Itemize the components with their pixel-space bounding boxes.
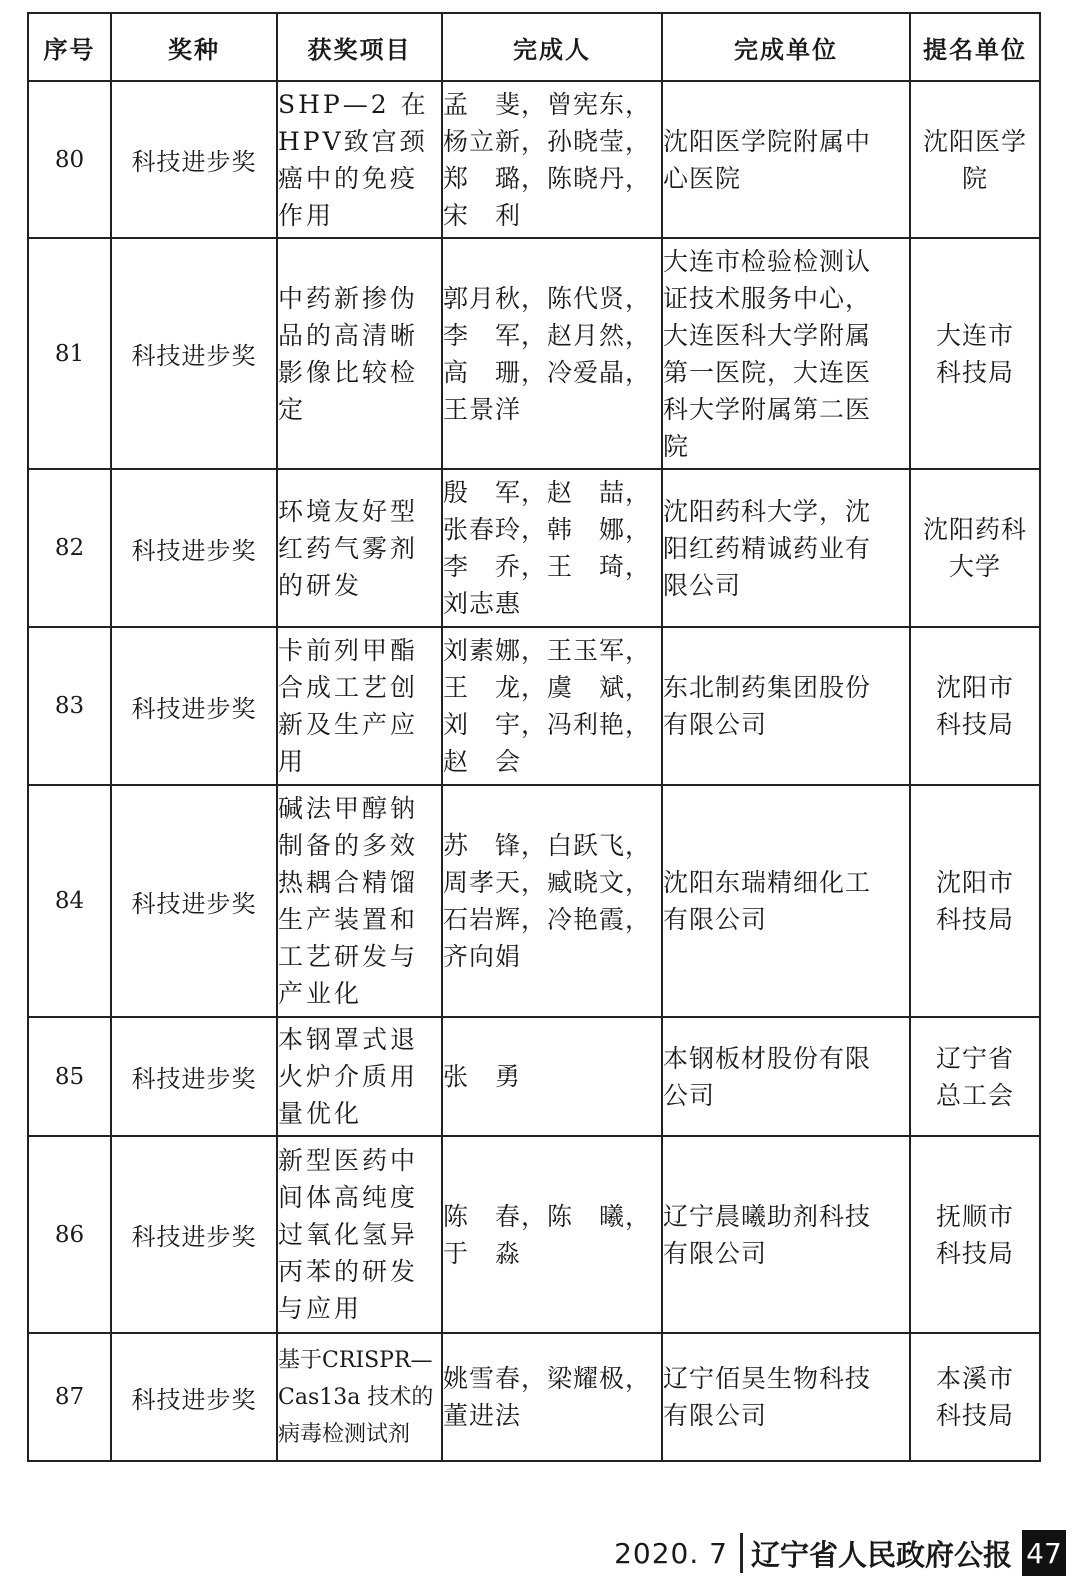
completers-line: 于 淼 <box>443 1238 522 1268</box>
unit-line: 沈阳药科大学，沈 <box>663 496 872 526</box>
project-line: 间体高纯度 <box>278 1183 419 1212</box>
table-row <box>28 1017 1040 1136</box>
nominator-line: 沈阳药科 <box>922 515 1027 544</box>
completers-line: 赵 会 <box>443 747 522 776</box>
project-cell <box>277 1333 442 1461</box>
award-type-cell: 科技进步奖 <box>111 785 277 1017</box>
completers-line: 董进法 <box>443 1401 522 1430</box>
project-line: 的研发 <box>278 570 363 600</box>
unit-line: 东北制药集团股份 <box>663 673 872 702</box>
unit-line: 辽宁佰昊生物科技 <box>663 1364 872 1393</box>
nominator-line: 科技局 <box>935 710 1014 739</box>
completers-line: 高 珊，冷爱晶， <box>443 357 652 387</box>
nominator-line: 大学 <box>948 552 1001 581</box>
completers-cell <box>442 1333 662 1461</box>
project-cell <box>277 785 442 1017</box>
completers-line: 陈 春，陈 曦， <box>443 1201 652 1231</box>
award-type-cell: 科技进步奖 <box>111 238 277 469</box>
unit-line: 有限公司 <box>663 1401 768 1430</box>
unit-line: 证技术服务中心， <box>663 283 872 313</box>
project-line: 影像比较检 <box>278 357 419 387</box>
unit-line: 第一医院，大连医 <box>663 357 872 387</box>
completers-cell <box>442 785 662 1017</box>
table-row <box>28 785 1040 1017</box>
project-line: SHP—2 在 <box>278 89 429 119</box>
nominator-cell <box>910 81 1040 238</box>
header-award-type: 奖种 <box>111 13 277 81</box>
unit-line: 科大学附属第二医 <box>663 394 872 424</box>
unit-line: 有限公司 <box>663 710 768 739</box>
project-line: 环境友好型 <box>278 496 419 526</box>
project-line: 生产装置和 <box>278 905 419 934</box>
serial-cell: 86 <box>28 1136 111 1333</box>
nominator-line: 沈阳市 <box>935 673 1014 702</box>
completers-line: 周孝天，臧晓文， <box>443 868 652 897</box>
completers-cell <box>442 1017 662 1136</box>
nominator-line: 总工会 <box>935 1080 1014 1110</box>
project-line: 基于CRISPR— <box>278 1347 433 1373</box>
completers-line: 张 勇 <box>443 1062 522 1091</box>
serial-cell: 80 <box>28 81 111 238</box>
award-type-cell: 科技进步奖 <box>111 469 277 627</box>
header-serial: 序号 <box>28 13 111 81</box>
project-line: 中药新掺伪 <box>278 283 419 313</box>
unit-cell <box>662 627 910 785</box>
unit-cell <box>662 81 910 238</box>
completers-cell <box>442 469 662 627</box>
nominator-line: 科技局 <box>935 1238 1014 1268</box>
project-line: 过氧化氢异 <box>278 1220 419 1249</box>
nominator-cell <box>910 1333 1040 1461</box>
table-header-row <box>28 13 1040 81</box>
unit-line: 大连市检验检测认 <box>663 246 872 276</box>
completers-line: 齐向娟 <box>443 942 522 971</box>
completers-line: 刘素娜，王玉军， <box>443 636 652 665</box>
unit-cell <box>662 1017 910 1136</box>
nominator-cell <box>910 238 1040 469</box>
completers-line: 王景洋 <box>443 394 522 424</box>
footer-divider <box>740 1533 743 1573</box>
serial-cell: 83 <box>28 627 111 785</box>
completers-line: 刘 宇，冯利艳， <box>443 710 652 739</box>
nominator-line: 科技局 <box>935 905 1014 934</box>
project-line: 制备的多效 <box>278 831 419 860</box>
project-line: 癌中的免疫 <box>278 163 419 193</box>
completers-line: 王 龙，虞 斌， <box>443 673 652 702</box>
serial-cell: 82 <box>28 469 111 627</box>
table-row <box>28 469 1040 627</box>
nominator-cell <box>910 1017 1040 1136</box>
unit-line: 有限公司 <box>663 1238 768 1268</box>
nominator-line: 大连市 <box>935 320 1014 350</box>
nominator-cell <box>910 627 1040 785</box>
nominator-cell <box>910 785 1040 1017</box>
project-line: Cas13a 技术的 <box>278 1384 434 1410</box>
completers-cell <box>442 81 662 238</box>
nominator-line: 辽宁省 <box>935 1043 1014 1073</box>
completers-line: 张春玲，韩 娜， <box>443 515 652 544</box>
award-type-cell: 科技进步奖 <box>111 1017 277 1136</box>
nominator-line: 沈阳医学院 <box>922 126 1027 193</box>
nominator-cell <box>910 1136 1040 1333</box>
project-line: 工艺研发与 <box>278 942 419 971</box>
project-line: 丙苯的研发 <box>278 1257 419 1286</box>
award-type-cell: 科技进步奖 <box>111 1333 277 1461</box>
header-project: 获奖项目 <box>277 13 442 81</box>
project-line: 卡前列甲酯 <box>278 636 419 665</box>
header-completing-unit: 完成单位 <box>662 13 910 81</box>
unit-line: 阳红药精诚药业有 <box>663 533 872 563</box>
unit-line: 限公司 <box>663 570 742 600</box>
issue-date: 2020. 7 <box>614 1536 728 1570</box>
project-cell <box>277 627 442 785</box>
header-completers: 完成人 <box>442 13 662 81</box>
nominator-line: 本溪市 <box>935 1364 1014 1393</box>
nominator-line: 科技局 <box>935 1401 1014 1430</box>
completers-cell <box>442 627 662 785</box>
award-type-cell: 科技进步奖 <box>111 627 277 785</box>
project-line: 病毒检测试剂 <box>278 1421 411 1447</box>
project-line: 新型医药中 <box>278 1146 419 1175</box>
completers-line: 宋 利 <box>443 200 522 230</box>
unit-line: 沈阳东瑞精细化工 <box>663 868 872 897</box>
completers-cell <box>442 1136 662 1333</box>
table-row <box>28 238 1040 469</box>
unit-cell <box>662 469 910 627</box>
project-line: 用 <box>278 747 307 776</box>
serial-cell: 81 <box>28 238 111 469</box>
table-row <box>28 1333 1040 1461</box>
project-cell <box>277 1017 442 1136</box>
table-row <box>28 627 1040 785</box>
project-cell <box>277 81 442 238</box>
completers-cell <box>442 238 662 469</box>
award-type-cell: 科技进步奖 <box>111 1136 277 1333</box>
unit-cell <box>662 785 910 1017</box>
completers-line: 殷 军，赵 喆， <box>443 478 652 507</box>
project-cell <box>277 238 442 469</box>
completers-line: 石岩辉，冷艳霞， <box>443 905 652 934</box>
completers-line: 李 乔，王 琦， <box>443 552 652 581</box>
project-line: 作用 <box>278 200 335 230</box>
unit-cell <box>662 1333 910 1461</box>
project-cell <box>277 469 442 627</box>
page-footer <box>614 1528 1066 1578</box>
project-line: HPV致宫颈 <box>278 126 428 156</box>
unit-cell <box>662 238 910 469</box>
table-row <box>28 1136 1040 1333</box>
completers-line: 郭月秋，陈代贤， <box>443 283 652 313</box>
completers-line: 李 军，赵月然， <box>443 320 652 350</box>
completers-line: 苏 锋，白跃飞， <box>443 831 652 860</box>
unit-line: 有限公司 <box>663 905 768 934</box>
unit-line: 公司 <box>663 1080 716 1110</box>
serial-cell: 84 <box>28 785 111 1017</box>
unit-cell <box>662 1136 910 1333</box>
project-line: 新及生产应 <box>278 710 419 739</box>
completers-line: 孟 斐，曾宪东， <box>443 89 652 119</box>
serial-cell: 85 <box>28 1017 111 1136</box>
unit-line: 本钢板材股份有限 <box>663 1043 872 1073</box>
project-line: 本钢罩式退 <box>278 1025 419 1054</box>
project-line: 品的高清晰 <box>278 320 419 350</box>
unit-line: 辽宁晨曦助剂科技 <box>663 1201 872 1231</box>
nominator-cell <box>910 469 1040 627</box>
unit-line: 院 <box>663 431 690 461</box>
table-row <box>28 81 1040 238</box>
project-cell <box>277 1136 442 1333</box>
project-line: 与应用 <box>278 1294 363 1323</box>
project-line: 合成工艺创 <box>278 673 419 702</box>
project-line: 火炉介质用 <box>278 1062 419 1091</box>
project-line: 定 <box>278 394 307 424</box>
project-line: 红药气雾剂 <box>278 533 419 563</box>
project-line: 热耦合精馏 <box>278 868 419 897</box>
nominator-line: 科技局 <box>935 357 1014 387</box>
unit-line: 沈阳医学院附属中 <box>663 126 872 156</box>
header-nominator: 提名单位 <box>910 13 1040 81</box>
completers-line: 刘志惠 <box>443 589 522 618</box>
serial-cell: 87 <box>28 1333 111 1461</box>
nominator-line: 沈阳市 <box>935 868 1014 897</box>
unit-line: 大连医科大学附属 <box>663 320 872 350</box>
page-number: 47 <box>1022 1530 1066 1576</box>
unit-line: 心医院 <box>663 163 742 193</box>
nominator-line: 抚顺市 <box>935 1201 1014 1231</box>
awards-table <box>27 12 1041 1462</box>
project-line: 碱法甲醇钠 <box>278 794 419 823</box>
project-line: 量优化 <box>278 1099 363 1128</box>
project-line: 产业化 <box>278 979 363 1008</box>
completers-line: 姚雪春，梁耀极， <box>443 1364 652 1393</box>
completers-line: 杨立新，孙晓莹， <box>443 126 652 156</box>
publication-title: 辽宁省人民政府公报 <box>750 1537 1012 1572</box>
completers-line: 郑 璐，陈晓丹， <box>443 163 652 193</box>
award-type-cell: 科技进步奖 <box>111 81 277 238</box>
